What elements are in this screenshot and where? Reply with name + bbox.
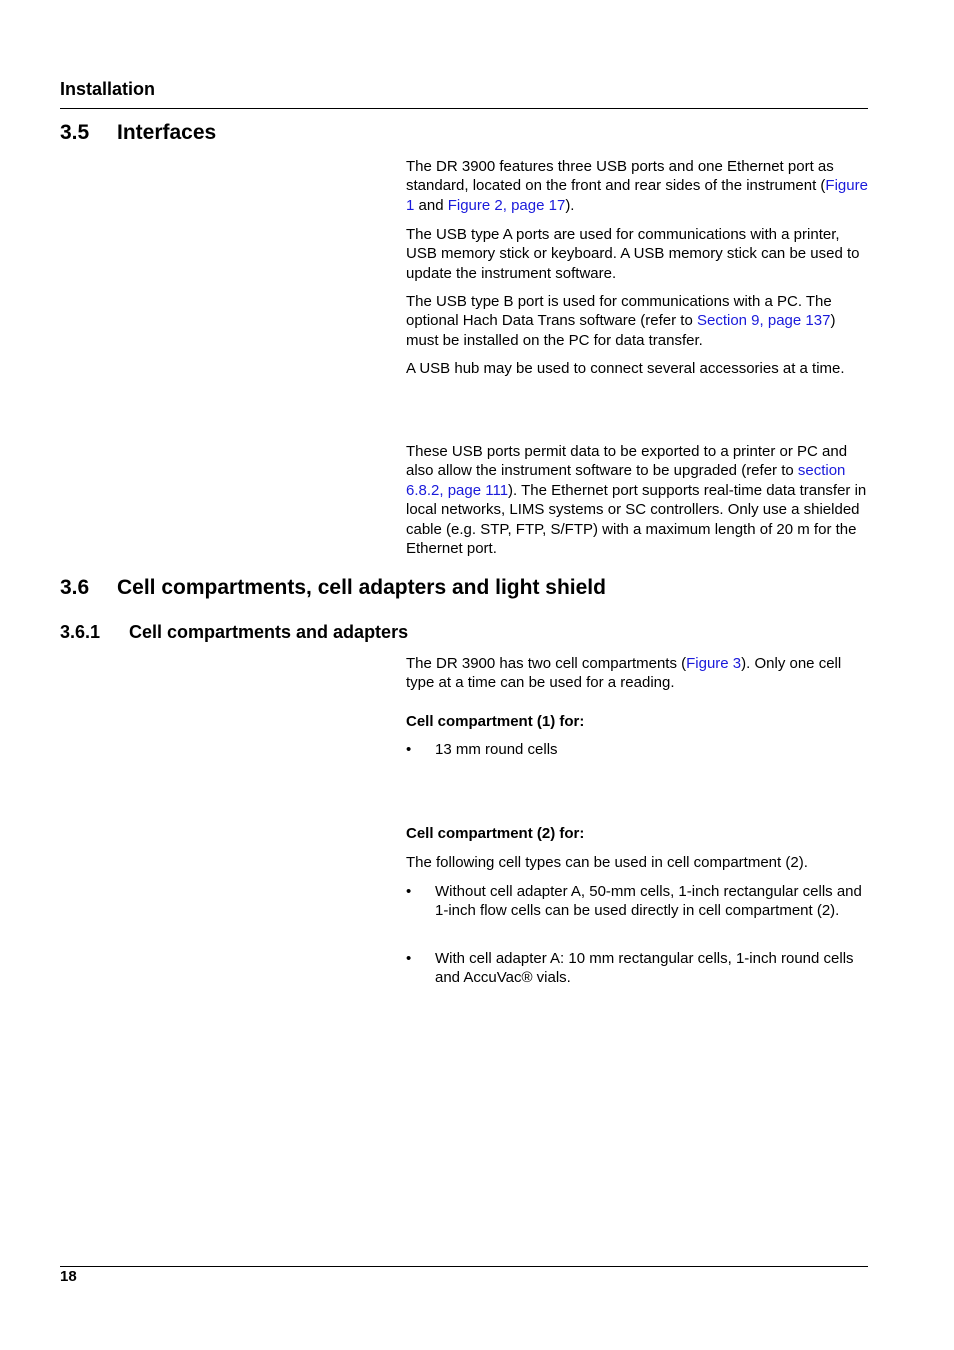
paragraph-usb-type-a: The USB type A ports are used for communications with a printer, USB memory stick or keyboard. A USB memory stick can be used to update the instrument software. bbox=[406, 226, 860, 282]
section-title: Interfaces bbox=[117, 121, 217, 144]
paragraph-ethernet bbox=[406, 442, 868, 558]
text-run: ). The Ethernet port supports real-time data transfer in local networks, LIMS systems or SC controllers. Only use a shielded cable (e.g. STP, FTP, S/FTP) with a maximum length of 20 m for the Ethernet port. bbox=[406, 481, 867, 558]
text-run: and bbox=[414, 196, 448, 214]
text-run: ). Only one cell type at a time can be used for a reading. bbox=[406, 655, 842, 692]
bullet-marker: • bbox=[406, 741, 412, 758]
paragraph-usb-hub: A USB hub may be used to connect several accessories at a time. bbox=[406, 360, 845, 377]
link-figure-2[interactable]: Figure 2, page 17 bbox=[447, 196, 566, 214]
section-title: Cell compartments, cell adapters and light shield bbox=[117, 576, 606, 599]
link-figure-3[interactable]: Figure 3 bbox=[686, 655, 742, 672]
link-figure-1[interactable]: Figure 1 bbox=[406, 177, 868, 214]
footer-rule bbox=[60, 1266, 868, 1267]
paragraph-usb-type-b bbox=[406, 292, 868, 350]
bullet-text: 13 mm round cells bbox=[435, 741, 558, 758]
compartment-2-heading: Cell compartment (2) for: bbox=[406, 825, 585, 842]
subsection-title: Cell compartments and adapters bbox=[129, 622, 409, 642]
bullet-marker: • bbox=[406, 950, 412, 967]
text-run: The USB type B port is used for communications with a PC. The optional Hach Data Trans software (refer to bbox=[406, 293, 832, 330]
bullet-text: Without cell adapter A, 50-mm cells, 1-inch rectangular cells and 1-inch flow cells can be used directly in cell compartment (2). bbox=[435, 883, 862, 920]
text-run: The DR 3900 has two cell compartments ( bbox=[406, 655, 687, 672]
link-section-9[interactable]: Section 9, page 137 bbox=[696, 312, 831, 330]
link-section-6-8-2[interactable]: section 6.8.2, page 111 bbox=[406, 462, 846, 499]
page-number: 18 bbox=[60, 1268, 77, 1285]
subsection-number: 3.6.1 bbox=[60, 622, 101, 642]
bullet-text: With cell adapter A: 10 mm rectangular cells, 1-inch round cells and AccuVac® vials. bbox=[435, 950, 854, 987]
subsection-heading-3-6-1 bbox=[60, 621, 408, 643]
text-run: The DR 3900 features three USB ports and one Ethernet port as standard, located on the front and rear sides of the instrument ( bbox=[406, 158, 834, 195]
section-number: 3.5 bbox=[60, 121, 90, 144]
bullet-item bbox=[406, 949, 868, 988]
paragraph-cell-compartments bbox=[406, 654, 868, 693]
section-number: 3.6 bbox=[60, 576, 90, 599]
paragraph-ports-overview bbox=[406, 157, 868, 215]
bullet-marker: • bbox=[406, 883, 412, 900]
header-rule bbox=[60, 108, 868, 109]
text-run: These USB ports permit data to be exported to a printer or PC and also allow the instrument software to be upgraded (refer to bbox=[406, 443, 848, 480]
section-heading-3-6 bbox=[60, 575, 606, 601]
compartment-1-heading: Cell compartment (1) for: bbox=[406, 713, 585, 730]
compartment-2-intro: The following cell types can be used in cell compartment (2). bbox=[406, 854, 808, 871]
text-run: ). bbox=[565, 196, 575, 214]
text-run: ) must be installed on the PC for data transfer. bbox=[406, 312, 836, 349]
bullet-item bbox=[406, 740, 868, 759]
running-header: Installation bbox=[60, 79, 156, 99]
bullet-item bbox=[406, 882, 868, 921]
section-heading-3-5 bbox=[60, 120, 216, 146]
